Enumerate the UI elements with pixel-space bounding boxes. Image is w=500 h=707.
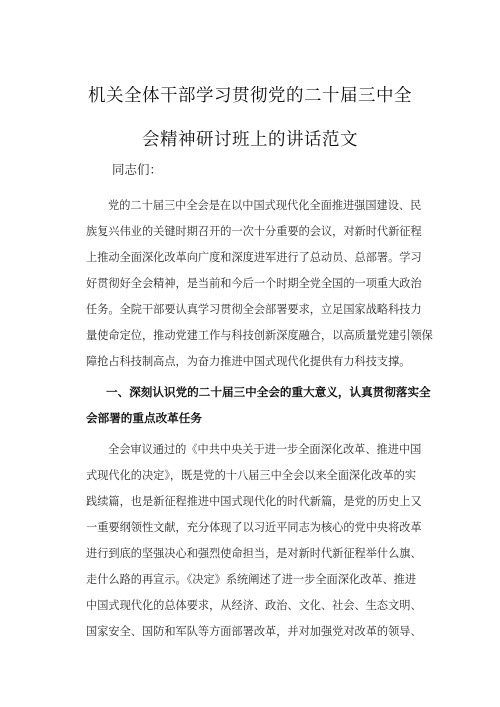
- section-body-line: 式现代化的决定》，既是党的十八届三中全会以来全面深化改革的实: [86, 469, 417, 482]
- intro-line: 党的二十届三中全会是在以中国式现代化全面推进强国建设、民: [108, 199, 422, 212]
- section-body-line: 践续篇，也是新征程推进中国式现代化的时代新篇，是党的历史上又: [86, 495, 422, 508]
- section-heading-line-2: 会部署的重点改革任务: [86, 411, 202, 425]
- intro-line: 上推动全面深化改革向广度和深度进军进行了总动员、总部署。学习: [86, 251, 422, 264]
- document-title-line-2: 会精神研讨班上的讲话范文: [142, 130, 358, 150]
- document-title-line-1: 机关全体干部学习贯彻党的二十届三中全: [88, 86, 412, 106]
- section-body-line: 一重要纲领性文献，充分体现了以习近平同志为核心的党中央将改革: [86, 521, 422, 534]
- intro-line: 任务。全院干部要认真学习贯彻全会部署要求，立足国家战略科技力: [86, 303, 422, 316]
- intro-line: 障抢占科技制高点，为奋力推进中国式现代化提供有力科技支撑。: [86, 355, 411, 368]
- greeting: 同志们：: [112, 162, 163, 177]
- intro-line: 族复兴伟业的关键时期召开的一次十分重要的会议，对新时代新征程: [86, 225, 422, 238]
- section-body-line: 进行到底的坚强决心和强烈使命担当，是对新时代新征程举什么旗、: [86, 547, 422, 560]
- intro-line: 量使命定位，推动党建工作与科技创新深度融合，以高质量党建引领保: [86, 329, 433, 342]
- section-body-line: 全会审议通过的《中共中央关于进一步全面深化改革、推进中国: [108, 443, 422, 456]
- section-body-line: 走什么路的再宣示。《决定》系统阐述了进一步全面深化改革、推进: [86, 573, 417, 586]
- intro-line: 好贯彻好全会精神，是当前和今后一个时期全党全国的一项重大政治: [86, 277, 422, 290]
- section-body-line: 中国式现代化的总体要求，从经济、政治、文化、社会、生态文明、: [86, 599, 422, 612]
- section-heading-line-1: 一、深刻认识党的二十届三中全会的重大意义，认真贯彻落实全: [106, 385, 431, 399]
- section-body-line: 国家安全、国防和军队等方面部署改革，并对加强党对改革的领导、: [86, 625, 422, 638]
